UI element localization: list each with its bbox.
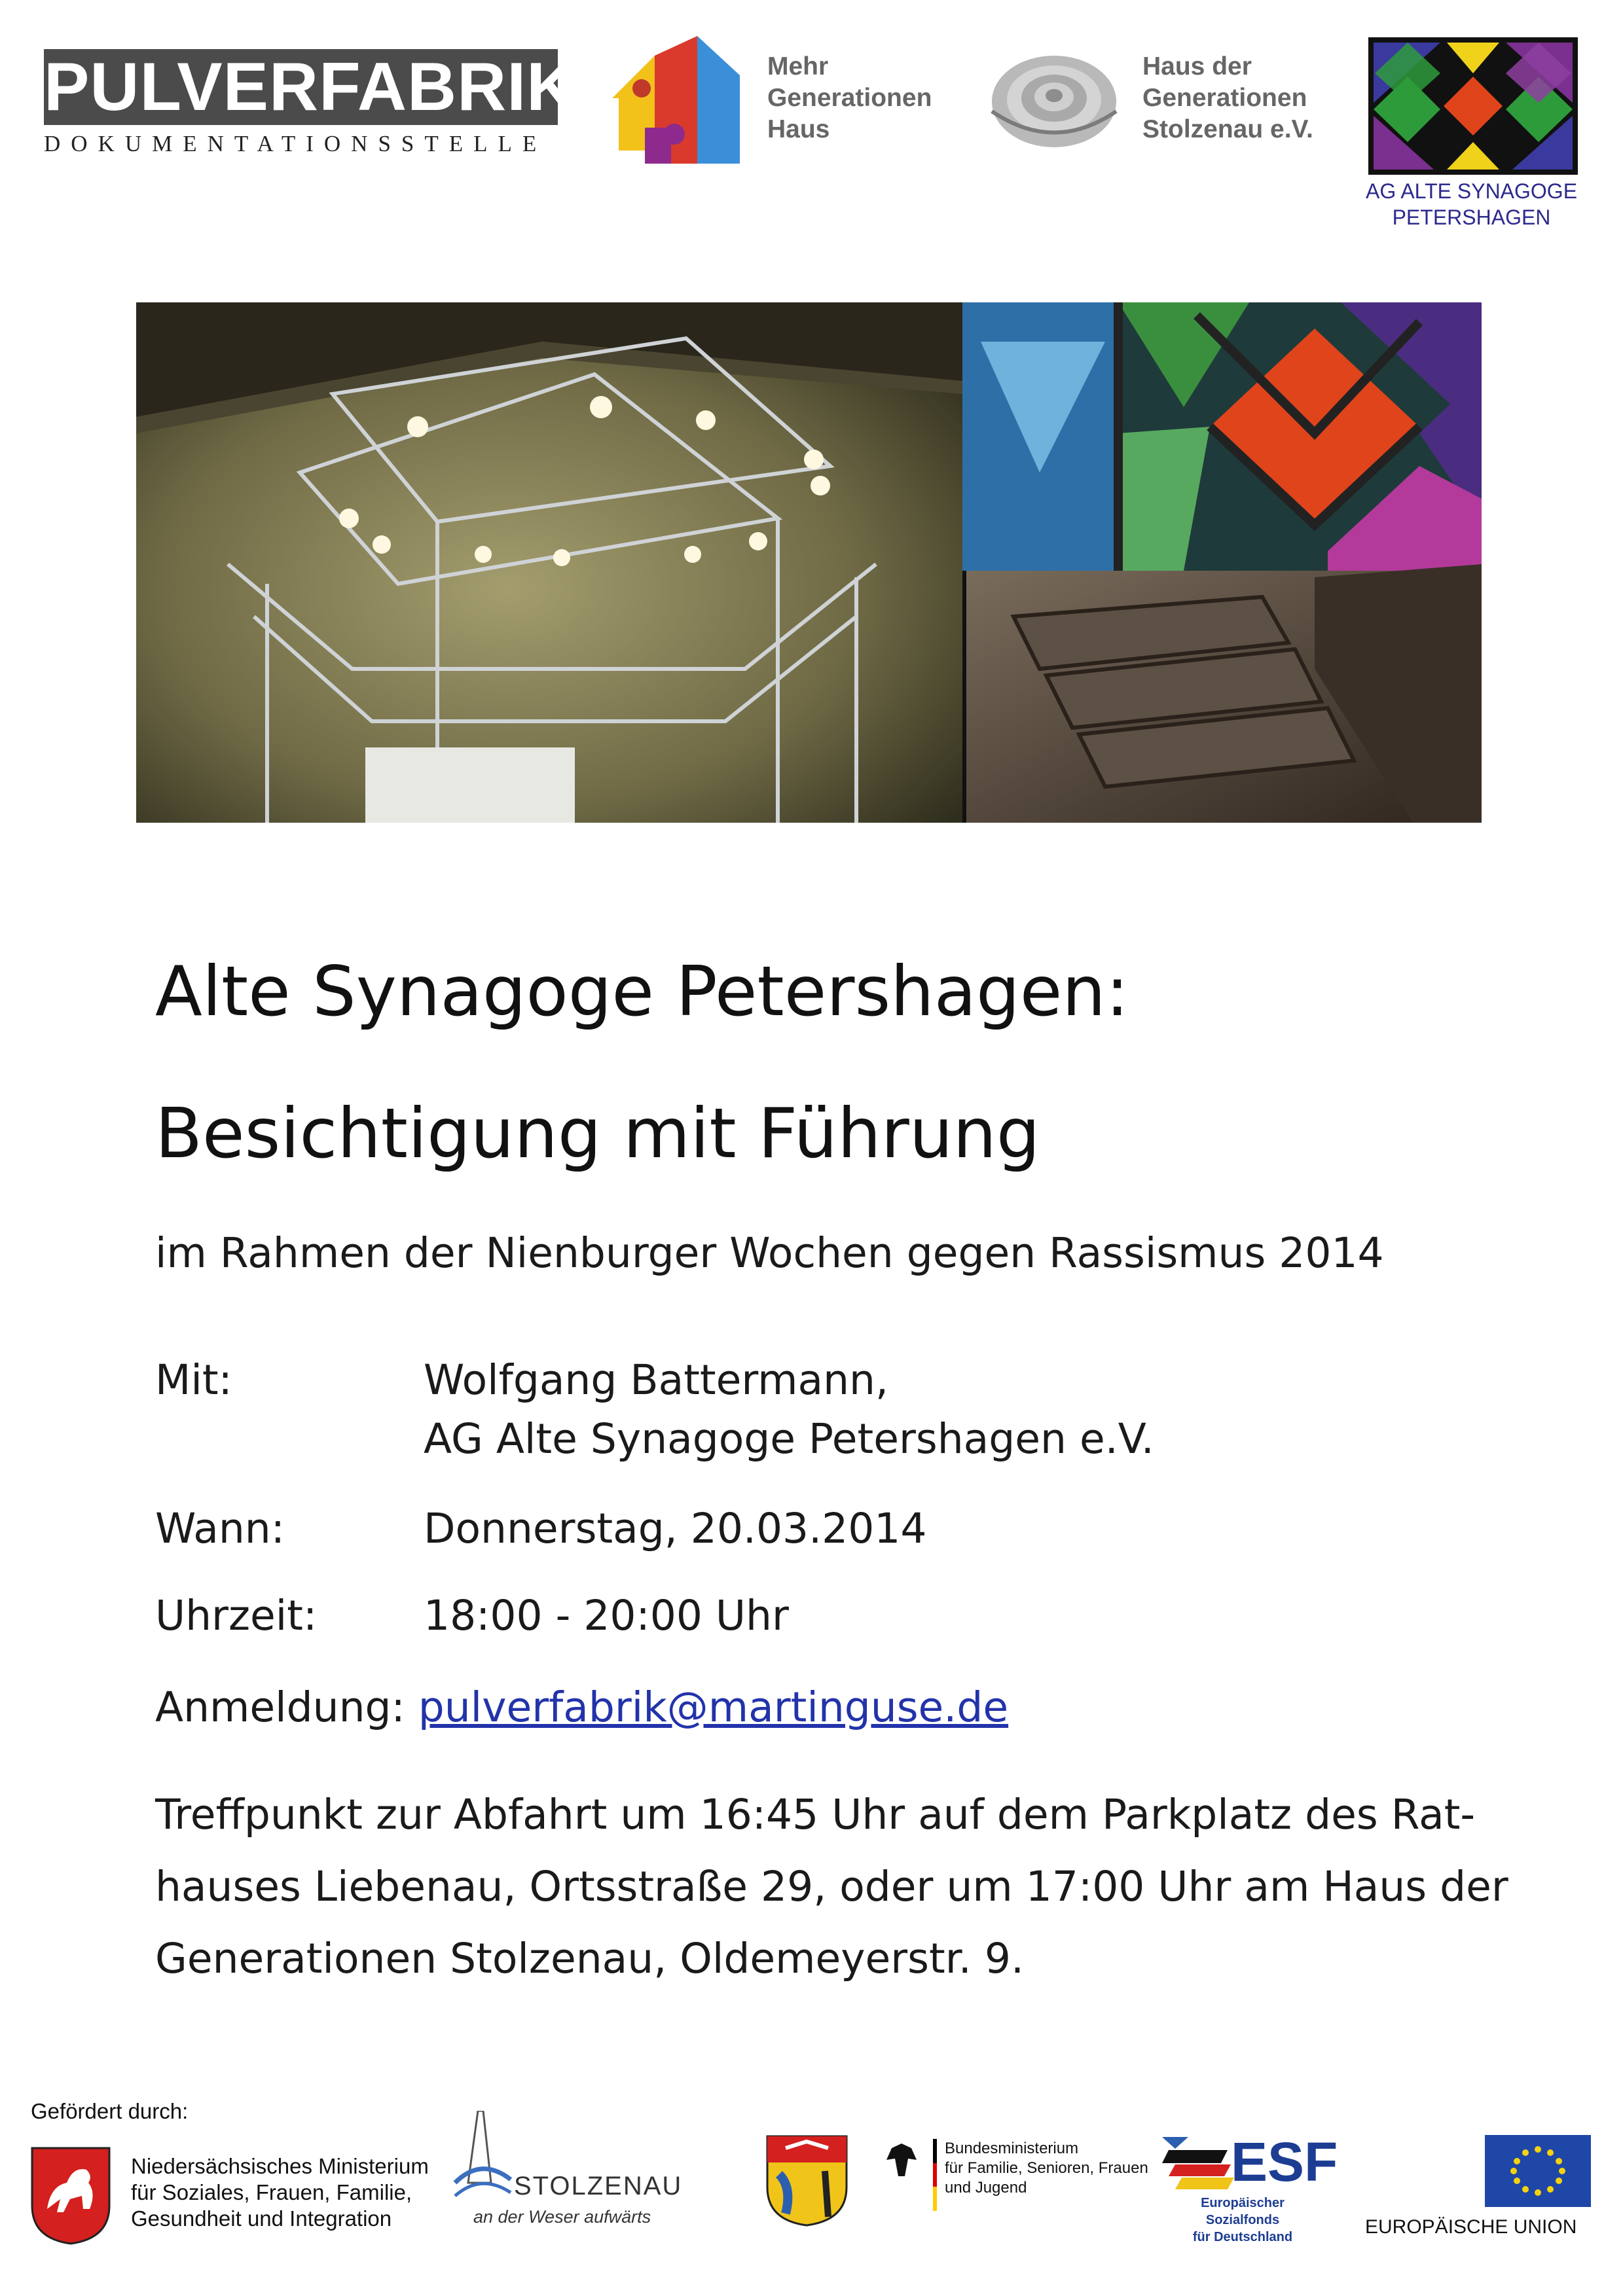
pulverfabrik-subtitle: DOKUMENTATIONSSTELLE — [44, 131, 547, 156]
mit-value-line1: Wolfgang Battermann, — [424, 1356, 889, 1404]
esf-caption: Europäischer Sozialfonds für Deutschland — [1192, 2196, 1293, 2244]
federal-eagle-icon — [885, 2140, 918, 2179]
ag-alte-synagoge-caption: AG ALTE SYNAGOGE PETERSHAGEN — [1365, 179, 1578, 229]
event-title-line1: Alte Synagoge Petershagen: — [155, 952, 1129, 1031]
niedersachsen-crest-icon — [31, 2147, 111, 2245]
german-flag-bar — [933, 2139, 937, 2211]
stolzenau-text: STOLZENAU — [514, 2172, 683, 2200]
synagogue-photo-collage — [136, 302, 1482, 823]
eu-text: EUROPÄISCHE UNION — [1365, 2216, 1577, 2238]
uhrzeit-label: Uhrzeit: — [155, 1592, 318, 1640]
anmeldung-label: Anmeldung: — [155, 1683, 405, 1731]
esf-text: ESF — [1231, 2131, 1338, 2193]
uhrzeit-value: 18:00 - 20:00 Uhr — [424, 1592, 789, 1640]
anmeldung-email-link[interactable]: pulverfabrik@martinguse.de — [418, 1683, 1009, 1731]
landkreis-crest-icon — [766, 2135, 848, 2227]
synagogue-photo — [136, 302, 1482, 823]
haus-der-generationen-text: Haus der Generationen Stolzenau e.V. — [1142, 52, 1313, 143]
pulverfabrik-title: PULVERFABRIK — [44, 49, 577, 125]
wann-value: Donnerstag, 20.03.2014 — [424, 1505, 927, 1552]
bmfsfj-text: Bundesministerium für Familie, Senioren, Frauen und Jugend — [945, 2140, 1148, 2197]
ag-alte-synagoge-logo — [1368, 37, 1578, 175]
esf-flag-icon — [1162, 2137, 1234, 2193]
nds-ministerium-text: Niedersächsisches Ministerium für Soziales, Frauen, Familie, Gesundheit und Integration — [131, 2154, 429, 2231]
event-subtitle: im Rahmen der Nienburger Wochen gegen Rassismus 2014 — [155, 1229, 1384, 1277]
wann-label: Wann: — [155, 1505, 285, 1552]
anmeldung-row — [155, 1682, 1008, 1733]
eu-flag-icon — [1485, 2135, 1591, 2207]
mit-value-line2: AG Alte Synagoge Petershagen e.V. — [424, 1415, 1154, 1463]
gefoerdert-label: Gefördert durch: — [31, 2099, 189, 2123]
mehrgenerationenhaus-text: Mehr Generationen Haus — [767, 52, 932, 143]
mit-label: Mit: — [155, 1356, 232, 1404]
stolzenau-church-icon — [452, 2111, 514, 2206]
stolzenau-tagline: an der Weser aufwärts — [473, 2207, 651, 2227]
event-title-line2: Besichtigung mit Führung — [155, 1094, 1040, 1174]
snail-shell-icon — [989, 46, 1120, 151]
pulverfabrik-logo — [44, 49, 577, 125]
mehrgenerationenhaus-icon — [606, 36, 746, 167]
treffpunkt-paragraph: Treffpunkt zur Abfahrt um 16:45 Uhr auf dem Parkplatz des Rat- hauses Liebenau, Ortsstraße 29, oder um 17:00 Uhr am Haus der Generationen Stolzenau, Oldemeyerstr. 9. — [155, 1791, 1508, 1982]
